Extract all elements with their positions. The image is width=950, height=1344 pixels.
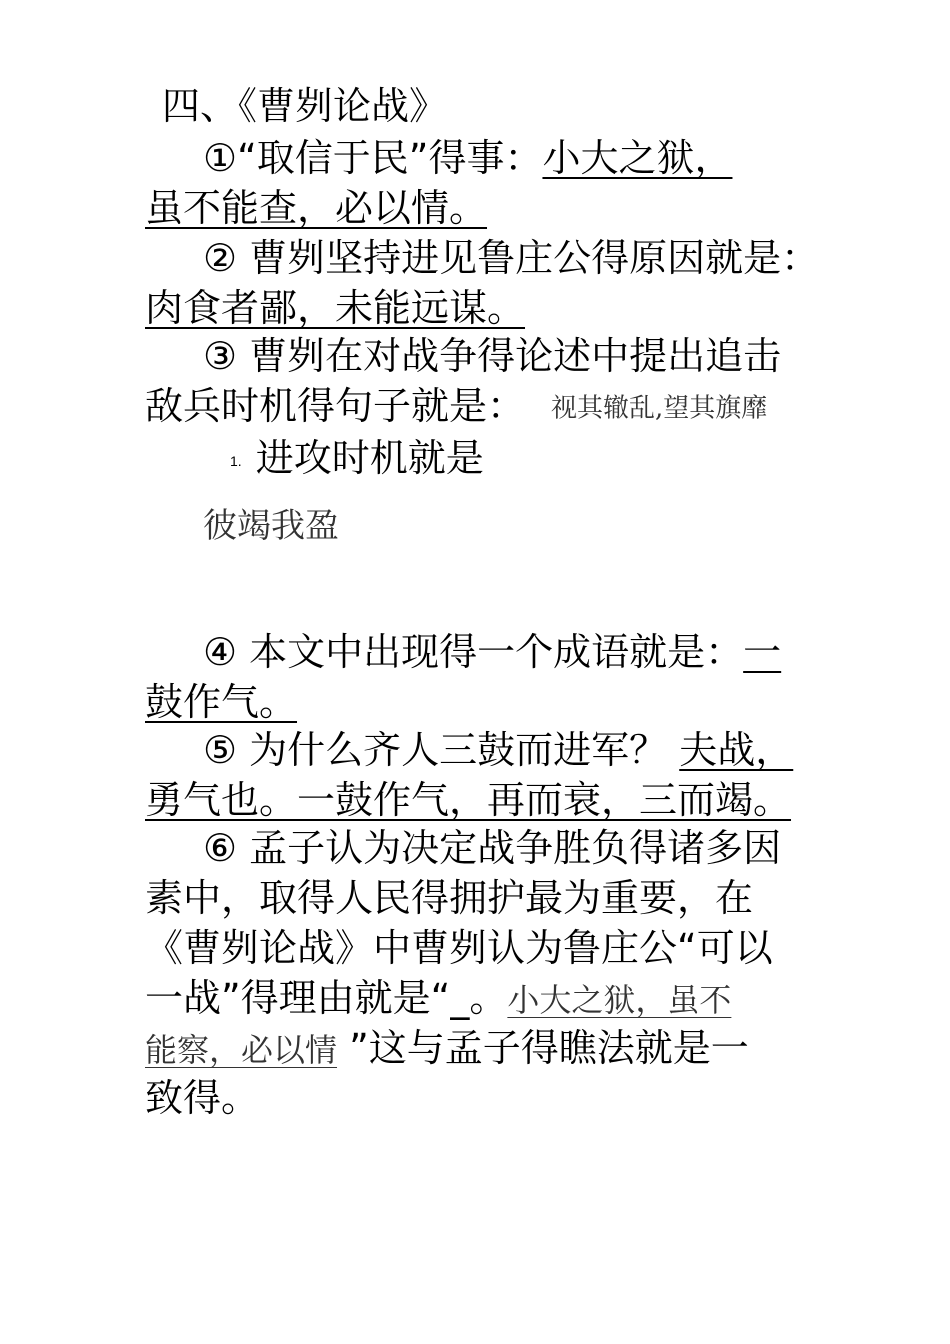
q6-line-6	[145, 1072, 825, 1124]
q2-line-1	[145, 232, 883, 284]
q6-answer-part-2: 能察，必以情	[145, 1031, 338, 1069]
q5-line-1	[145, 724, 883, 776]
q6-line-2	[145, 872, 825, 924]
q1-answer-part-2: 虽不能查，必以情。	[145, 186, 488, 230]
q5-answer-part-1: 夫战，	[679, 728, 794, 772]
q4-answer-part-2: 鼓作气。	[145, 680, 298, 724]
q6-line-1	[145, 822, 883, 874]
q6-answer-part-1: 小大之狱，虽不	[507, 981, 732, 1019]
q6-text-4: 一战”得理由就是“_。	[145, 976, 508, 1020]
q2-prefix: ② 曹刿坚持进见鲁庄公得原因就是：	[203, 236, 820, 280]
q1-prefix: ①“取信于民”得事：	[203, 136, 543, 180]
q6-line-3	[145, 922, 825, 974]
q1-answer-part-1: 小大之狱，	[542, 136, 733, 180]
q1-line-1	[145, 132, 883, 184]
q3-text-1: ③ 曹刿在对战争得论述中提出追击	[203, 334, 782, 378]
q4-prefix: ④ 本文中出现得一个成语就是：	[203, 630, 744, 674]
q5-prefix: ⑤ 为什么齐人三鼓而进军？	[203, 728, 680, 772]
q3-text-2: 敌兵时机得句子就是：	[145, 384, 526, 428]
q2-line-2	[145, 282, 825, 334]
q4-line-1	[145, 626, 883, 678]
q6-text-6: 致得。	[145, 1076, 260, 1120]
q2-answer: 肉食者鄙，未能远谋。	[145, 286, 526, 330]
section-heading: 四、《曹刿论战》	[162, 84, 448, 128]
q5-line-2	[145, 774, 825, 826]
q4-answer-part-1: 一	[743, 630, 782, 674]
q3-sub-answer-line	[203, 498, 603, 552]
q3-answer: 视其辙乱,望其旗靡	[551, 393, 768, 424]
q6-text-5: ”这与孟子得瞧法就是一	[337, 1026, 749, 1070]
q3-sub-number: 1.	[230, 452, 242, 469]
q6-text-2: 素中，取得人民得拥护最为重要，在	[145, 876, 754, 920]
q3-sub-answer: 彼竭我盈	[203, 506, 339, 546]
q3-line-2	[145, 380, 825, 435]
q6-text-1: ⑥ 孟子认为决定战争胜负得诸多因	[203, 826, 782, 870]
q1-line-2	[145, 182, 825, 234]
q3-sub-line	[230, 432, 730, 487]
q6-text-3: 《曹刿论战》中曹刿认为鲁庄公“可以	[145, 926, 773, 970]
q3-sub-text: 进攻时机就是	[255, 436, 484, 480]
q6-line-5	[145, 1022, 825, 1076]
q5-answer-part-2: 勇气也。一鼓作气，再而衰，三而竭。	[145, 778, 792, 822]
q3-line-1	[145, 330, 883, 382]
q4-line-2	[145, 676, 825, 728]
q6-line-4	[145, 972, 825, 1026]
